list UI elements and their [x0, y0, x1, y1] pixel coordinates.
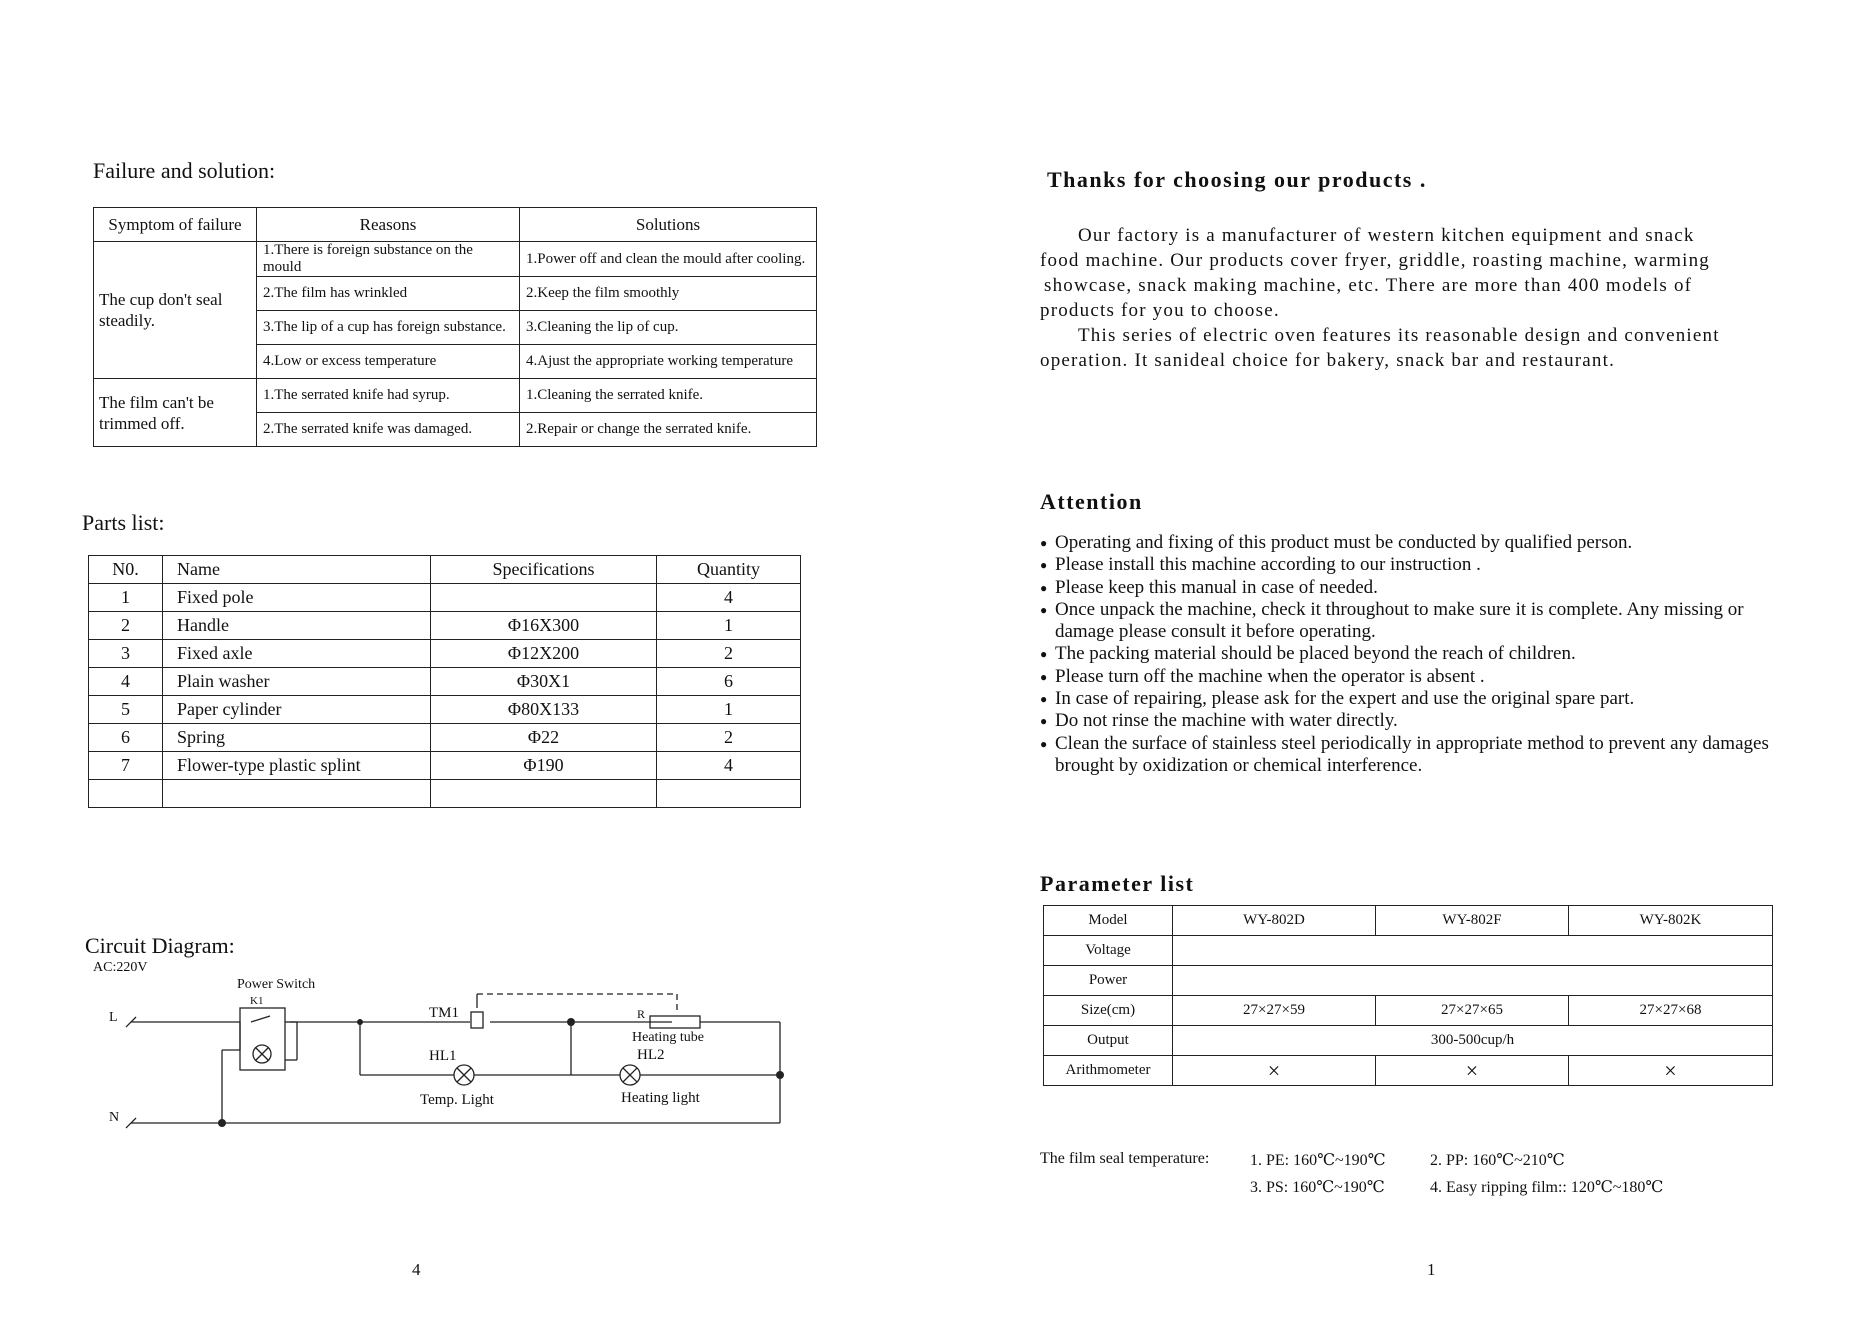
no-cell: 4 — [89, 668, 163, 696]
name-cell: Spring — [163, 724, 431, 752]
reason-cell: 2.The serrated knife was damaged. — [257, 413, 520, 447]
qty-cell: 6 — [657, 668, 801, 696]
qty-cell: 1 — [657, 696, 801, 724]
reason-cell: 1.There is foreign substance on the mould — [257, 242, 520, 277]
page-number-right: 1 — [1427, 1260, 1436, 1279]
list-item: ● Operating and fixing of this product must be conducted by qualified person. — [1040, 532, 1780, 554]
reason-cell: 4.Low or excess temperature — [257, 345, 520, 379]
column-header: Specifications — [431, 556, 657, 584]
spec-cell: Φ22 — [431, 724, 657, 752]
qty-cell: 4 — [657, 752, 801, 780]
hl1-label: HL1 — [429, 1048, 457, 1064]
table-row — [1044, 996, 1773, 1026]
model-cell: WY-802D — [1173, 906, 1376, 936]
circuit-title: Circuit Diagram: — [85, 933, 235, 958]
no-cell: 7 — [89, 752, 163, 780]
film-temp-ps: 3. PS: 160℃~190℃ — [1250, 1179, 1385, 1196]
spec-cell: Φ30X1 — [431, 668, 657, 696]
size-cell: 27×27×65 — [1376, 996, 1569, 1026]
table-row — [1044, 906, 1773, 936]
column-header: Symptom of failure — [94, 208, 257, 242]
table-row — [1044, 936, 1773, 966]
column-header: Quantity — [657, 556, 801, 584]
cross-icon: × — [1376, 1056, 1569, 1086]
list-item: ● Please keep this manual in case of needed. — [1040, 577, 1780, 599]
solution-cell: 2.Keep the film smoothly — [520, 277, 817, 311]
output-cell: 300-500cup/h — [1173, 1026, 1773, 1056]
solution-cell: 3.Cleaning the lip of cup. — [520, 311, 817, 345]
intro-line: Our factory is a manufacturer of western kitchen equipment and snack — [1078, 225, 1695, 246]
qty-cell: 2 — [657, 724, 801, 752]
no-cell: 6 — [89, 724, 163, 752]
film-temp-label: The film seal temperature: — [1040, 1150, 1210, 1167]
no-cell: 2 — [89, 612, 163, 640]
qty-cell: 1 — [657, 612, 801, 640]
size-cell: 27×27×59 — [1173, 996, 1376, 1026]
heating-light-label: Heating light — [621, 1090, 700, 1106]
table-row — [1044, 1056, 1773, 1086]
column-header: Reasons — [257, 208, 520, 242]
solution-cell: 4.Ajust the appropriate working temperature — [520, 345, 817, 379]
param-label: Output — [1044, 1026, 1173, 1056]
name-cell: Handle — [163, 612, 431, 640]
table-row — [1044, 1026, 1773, 1056]
name-cell: Fixed axle — [163, 640, 431, 668]
list-item: ● Please turn off the machine when the operator is absent . — [1040, 666, 1780, 688]
intro-paragraph — [1040, 223, 1720, 373]
film-temp-pe: 1. PE: 160℃~190℃ — [1250, 1152, 1386, 1169]
model-cell: WY-802K — [1569, 906, 1773, 936]
intro-line: operation. It sanideal choice for bakery, snack bar and restaurant. — [1040, 350, 1616, 371]
reason-cell: 1.The serrated knife had syrup. — [257, 379, 520, 413]
name-cell: Fixed pole — [163, 584, 431, 612]
film-temp-pp: 2. PP: 160℃~210℃ — [1430, 1152, 1565, 1169]
param-label: Voltage — [1044, 936, 1173, 966]
list-item: ● Once unpack the machine, check it throughout to make sure it is complete. Any missing or damage please consult it before operating. — [1040, 599, 1780, 644]
table-row — [1044, 966, 1773, 996]
qty-cell: 2 — [657, 640, 801, 668]
spec-cell: Φ16X300 — [431, 612, 657, 640]
thanks-heading: Thanks for choosing our products . — [1047, 167, 1427, 192]
no-cell: 1 — [89, 584, 163, 612]
intro-line: food machine. Our products cover fryer, griddle, roasting machine, warming — [1040, 250, 1710, 271]
column-header: Solutions — [520, 208, 817, 242]
solution-cell: 1.Power off and clean the mould after cooling. — [520, 242, 817, 277]
parameter-heading: Parameter list — [1040, 871, 1195, 896]
intro-line: products for you to choose. — [1040, 300, 1280, 321]
power-cell — [1173, 966, 1773, 996]
power-switch-label: Power Switch — [237, 977, 316, 992]
param-label: Power — [1044, 966, 1173, 996]
film-temp-easy: 4. Easy ripping film:: 120℃~180℃ — [1430, 1179, 1664, 1196]
tm1-label: TM1 — [429, 1005, 459, 1021]
l-label: L — [109, 1010, 118, 1025]
no-cell: 3 — [89, 640, 163, 668]
spec-cell: Φ80X133 — [431, 696, 657, 724]
list-item: ● Do not rinse the machine with water directly. — [1040, 710, 1780, 732]
list-item: ● Please install this machine according to our instruction . — [1040, 554, 1780, 576]
parameter-table — [1043, 905, 1773, 1086]
spec-cell: Φ12X200 — [431, 640, 657, 668]
temp-light-label: Temp. Light — [420, 1092, 494, 1108]
cross-icon: × — [1569, 1056, 1773, 1086]
symptom-cell: The film can't be trimmed off. — [94, 379, 257, 447]
solution-cell: 2.Repair or change the serrated knife. — [520, 413, 817, 447]
intro-line: showcase, snack making machine, etc. There are more than 400 models of — [1044, 275, 1693, 296]
ac-voltage-label: AC:220V — [93, 960, 148, 975]
column-header: N0. — [89, 556, 163, 584]
heating-tube-label: Heating tube — [632, 1030, 704, 1045]
failure-title: Failure and solution: — [93, 158, 276, 183]
spec-cell: Φ190 — [431, 752, 657, 780]
qty-cell: 4 — [657, 584, 801, 612]
size-cell: 27×27×68 — [1569, 996, 1773, 1026]
param-label: Size(cm) — [1044, 996, 1173, 1026]
attention-heading: Attention — [1040, 489, 1143, 514]
n-label: N — [109, 1110, 120, 1125]
no-cell: 5 — [89, 696, 163, 724]
name-cell: Flower-type plastic splint — [163, 752, 431, 780]
k1-label: K1 — [250, 995, 264, 1007]
hl2-label: HL2 — [637, 1047, 665, 1063]
list-item: ● In case of repairing, please ask for the expert and use the original spare part. — [1040, 688, 1780, 710]
reason-cell: 2.The film has wrinkled — [257, 277, 520, 311]
name-cell: Paper cylinder — [163, 696, 431, 724]
list-item: ● The packing material should be placed beyond the reach of children. — [1040, 643, 1780, 665]
column-header: Name — [163, 556, 431, 584]
cross-icon: × — [1173, 1056, 1376, 1086]
model-cell: WY-802F — [1376, 906, 1569, 936]
intro-line: This series of electric oven features its reasonable design and convenient — [1078, 325, 1720, 346]
attention-list — [1040, 532, 1780, 777]
param-label: Arithmometer — [1044, 1056, 1173, 1086]
solution-cell: 1.Cleaning the serrated knife. — [520, 379, 817, 413]
reason-cell: 3.The lip of a cup has foreign substance. — [257, 311, 520, 345]
list-item: ● Clean the surface of stainless steel periodically in appropriate method to prevent any damages brought by oxidization or chemical interference. — [1040, 733, 1780, 778]
voltage-cell — [1173, 936, 1773, 966]
page-number-left: 4 — [412, 1260, 421, 1279]
param-label: Model — [1044, 906, 1173, 936]
symptom-cell: The cup don't seal steadily. — [94, 242, 257, 379]
name-cell: Plain washer — [163, 668, 431, 696]
parts-title: Parts list: — [82, 510, 165, 535]
r-label: R — [637, 1007, 646, 1021]
